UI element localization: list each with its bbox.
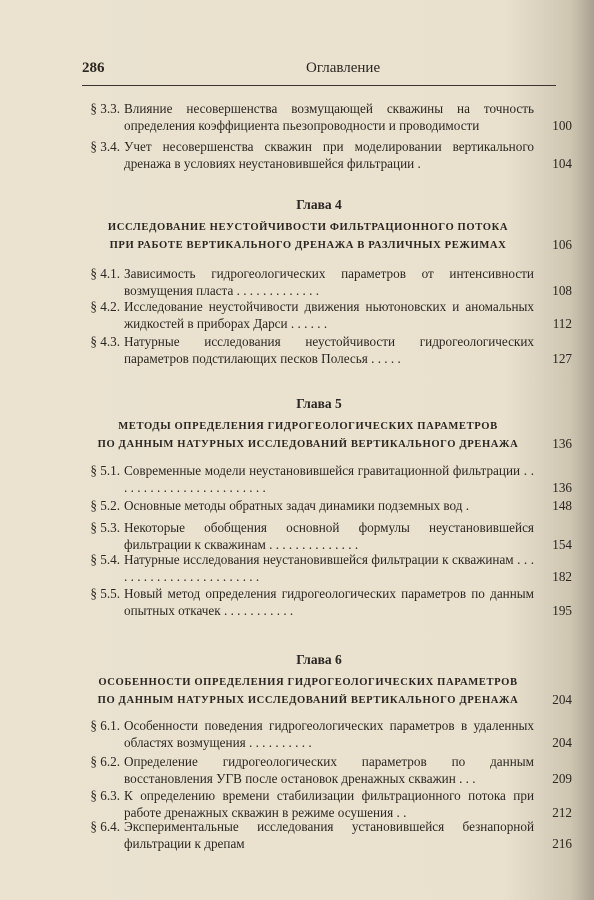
section-page: 195	[552, 603, 572, 618]
section-title: Экспериментальные исследования установившейся безнапорной фильтрации к дрепам	[124, 819, 534, 851]
section-title: Исследование неустойчивости движения ньютоновских и аномальных жидкостей в приборах Дарси . . . . . .	[124, 299, 534, 331]
section-page: 100	[552, 118, 572, 133]
toc-entry	[82, 717, 572, 751]
toc-entry	[82, 138, 572, 172]
chapter-label: Глава 4	[296, 197, 342, 212]
chapter-title-line: ПО ДАННЫМ НАТУРНЫХ ИССЛЕДОВАНИЙ ВЕРТИКАЛЬНОГО ДРЕНАЖА	[97, 695, 519, 706]
toc-entry	[82, 298, 572, 332]
chapter-label: Глава 5	[296, 396, 342, 411]
section-title: Основные методы обратных задач динамики подземных вод .	[124, 498, 470, 513]
chapter-title	[82, 418, 572, 454]
section-title: Зависимость гидрогеологических параметров от интенсивности возмущения пласта . . . . . . . . . . . . .	[124, 266, 534, 298]
section-title: Учет несовершенства скважин при моделировании вертикального дренажа в условиях неустановившейся фильтрации .	[124, 139, 534, 171]
section-title: Новый метод определения гидрогеологических параметров по данным опытных откачек . . . . . . . . . . .	[124, 586, 534, 618]
section-title: Современные модели неустановившейся гравитационной фильтрации . . . . . . . . . . . . . . . . . . . . . . . .	[124, 463, 534, 495]
section-number: § 5.4.	[90, 552, 120, 567]
toc-entry	[82, 519, 572, 553]
toc-entry	[82, 333, 572, 367]
toc-entry	[82, 818, 572, 852]
toc-entry	[82, 100, 572, 134]
section-title: Натурные исследования неустановившейся фильтрации к скважинам . . . . . . . . . . . . . . . . . . . . . . . .	[124, 552, 534, 584]
chapter-title-line: ОСОБЕННОСТИ ОПРЕДЕЛЕНИЯ ГИДРОГЕОЛОГИЧЕСКИХ ПАРАМЕТРОВ	[98, 677, 518, 688]
section-title: Влияние несовершенства возмущающей скважины на точность определения коэффициента пьезопроводности и проводимости	[124, 101, 534, 133]
toc-entry	[82, 265, 572, 299]
section-page: 182	[552, 569, 572, 584]
section-number: § 6.3.	[90, 788, 120, 803]
section-number: § 6.4.	[90, 819, 120, 834]
chapter-page: 204	[552, 692, 572, 707]
section-title: Особенности поведения гидрогеологических параметров в удаленных областях возмущения . . . . . . . . . .	[124, 718, 534, 750]
section-number: § 5.3.	[90, 520, 120, 535]
chapter-page: 136	[552, 436, 572, 451]
section-number: § 3.3.	[90, 101, 120, 116]
section-number: § 3.4.	[90, 139, 120, 154]
section-number: § 4.1.	[90, 266, 120, 281]
section-page: 212	[552, 805, 572, 820]
section-number: § 4.3.	[90, 334, 120, 349]
running-header	[82, 60, 556, 82]
section-number: § 5.1.	[90, 463, 120, 478]
toc-entry	[82, 585, 572, 619]
chapter-title	[82, 674, 572, 710]
chapter-label: Глава 6	[296, 652, 342, 667]
section-page: 108	[552, 283, 572, 298]
section-title: Некоторые обобщения основной формулы неустановившейся фильтрации к скважинам . . . . . . . . . . . . . .	[124, 520, 534, 552]
section-number: § 5.2.	[90, 498, 120, 513]
section-page: 216	[552, 836, 572, 851]
section-number: § 6.2.	[90, 754, 120, 769]
toc-entry	[82, 787, 572, 821]
section-page: 204	[552, 735, 572, 750]
chapter-title-line: ИССЛЕДОВАНИЕ НЕУСТОЙЧИВОСТИ ФИЛЬТРАЦИОННОГО ПОТОКА	[107, 222, 509, 233]
section-page: 104	[552, 156, 572, 171]
page-number: 286	[82, 60, 105, 76]
chapter-title	[82, 219, 572, 255]
section-page: 136	[552, 480, 572, 495]
chapter-title-line: МЕТОДЫ ОПРЕДЕЛЕНИЯ ГИДРОГЕОЛОГИЧЕСКИХ ПАРАМЕТРОВ	[118, 421, 498, 432]
toc-entry	[82, 753, 572, 787]
section-number: § 6.1.	[90, 718, 120, 733]
running-title: Оглавление	[306, 60, 381, 76]
toc-entry	[82, 497, 572, 514]
section-page: 112	[552, 316, 572, 331]
header-rule	[82, 85, 556, 86]
toc-entry	[82, 551, 572, 585]
section-title: Натурные исследования неустойчивости гидрогеологических параметров подстилающих песков Полесья . . . . .	[124, 334, 534, 366]
section-page: 209	[552, 771, 572, 786]
chapter-page: 106	[552, 237, 572, 252]
section-number: § 4.2.	[90, 299, 120, 314]
chapter-title-line: ПО ДАННЫМ НАТУРНЫХ ИССЛЕДОВАНИЙ ВЕРТИКАЛЬНОГО ДРЕНАЖА	[97, 439, 519, 450]
section-page: 154	[552, 537, 572, 552]
toc-entry	[82, 462, 572, 496]
section-page: 127	[552, 351, 572, 366]
section-number: § 5.5.	[90, 586, 120, 601]
section-title: К определению времени стабилизации фильтрационного потока при работе дренажных скважин в режиме осушения . .	[124, 788, 534, 820]
section-page: 148	[552, 498, 572, 513]
chapter-title-line: ПРИ РАБОТЕ ВЕРТИКАЛЬНОГО ДРЕНАЖА В РАЗЛИЧНЫХ РЕЖИМАХ	[109, 240, 507, 251]
section-title: Определение гидрогеологических параметров по данным восстановления УГВ после остановок дренажных скважин . . .	[124, 754, 534, 786]
